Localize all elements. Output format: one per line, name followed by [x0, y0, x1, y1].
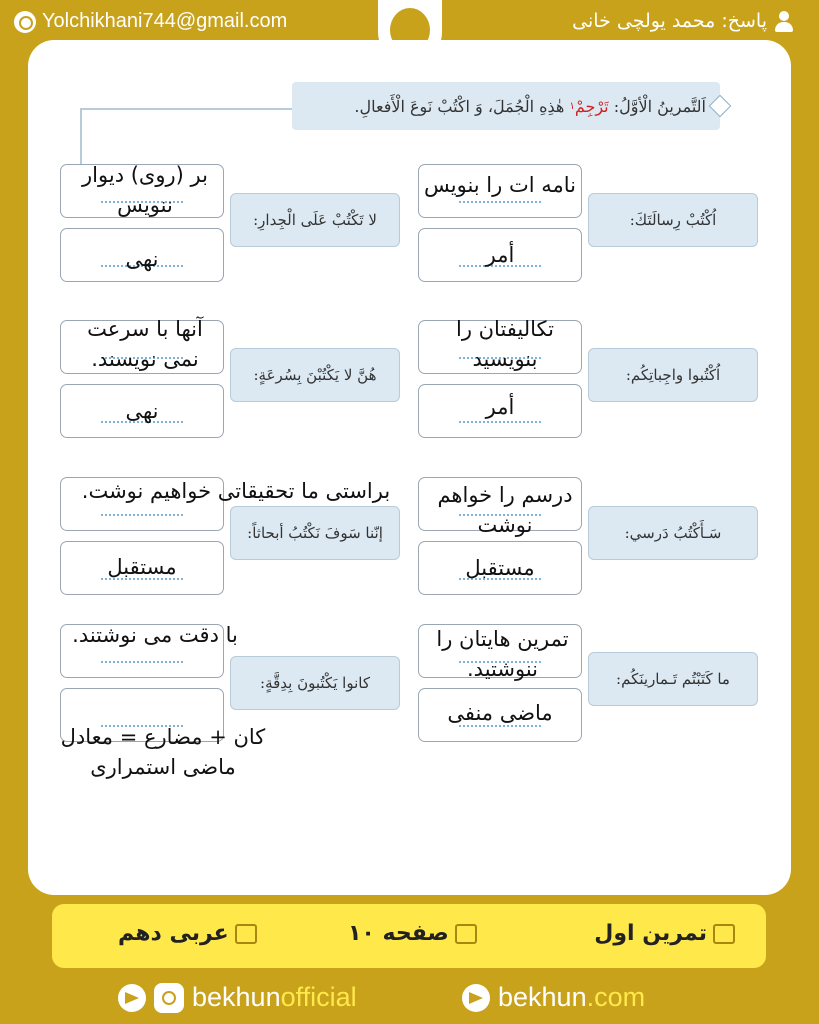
graduation-cap-icon — [235, 924, 257, 944]
verb-type-answer: کان + مضارع = معادل ماضی استمراری — [60, 725, 266, 779]
translation-answer: آنها با سرعت نمی نویسند. — [87, 317, 203, 371]
arabic-sentence: سَـأَكْتُبُ دَرسي: — [588, 506, 758, 560]
translation-answer: با دقت می نوشتند. — [72, 623, 238, 647]
email-header — [14, 10, 287, 33]
globe-icon — [14, 11, 36, 33]
answer-author-text: پاسخ: محمد یولچی خانی — [572, 10, 767, 32]
title-footnote: ۱ — [569, 100, 575, 112]
arabic-sentence: إنّنا سَوفَ نَكْتُبُ أبحاثاً: — [230, 506, 400, 560]
instagram-handle-b: official — [280, 982, 357, 1012]
arabic-sentence: لا تَكْتُبْ عَلَى الْجِدارِ: — [230, 193, 400, 247]
verb-type-answer: مستقبل — [465, 556, 535, 580]
verb-type-answer: ماضی منفی — [447, 701, 553, 725]
instagram-handle[interactable] — [118, 982, 357, 1013]
translation-answer: تکالیفتان را بنویسید — [455, 317, 554, 371]
title-verb: تَرْجِمْ — [574, 96, 609, 116]
verb-type-answer: نهی — [125, 247, 159, 271]
website-link[interactable] — [462, 982, 645, 1013]
connector-line — [80, 108, 292, 110]
translation-answer: براستی ما تحقیقاتی خواهیم نوشت. — [81, 479, 391, 503]
email-text: Yolchikhani744@gmail.com — [42, 10, 288, 32]
book-open-icon — [455, 924, 477, 944]
website-a: bekhun — [498, 982, 587, 1012]
instagram-handle-a: bekhun — [192, 982, 281, 1012]
exercise-title — [292, 82, 720, 130]
verb-type-answer: أمر — [485, 243, 515, 267]
arabic-sentence: كانوا يَكْتُبونَ بِدِقَّةٍ: — [230, 656, 400, 710]
translation-answer: نامه ات را بنویس — [423, 173, 576, 197]
globe-icon — [462, 984, 490, 1012]
arabic-sentence: اُكْتُبْ رِسالَتَكَ: — [588, 193, 758, 247]
verb-type-answer: أمر — [485, 395, 515, 419]
verb-type-answer: نهی — [125, 399, 159, 423]
website-b: .com — [586, 982, 646, 1012]
student-icon — [713, 924, 735, 944]
footer-exercise-text: تمرین اول — [594, 921, 707, 946]
title-label: اَلتَّمرینُ الْأوَّلُ: — [613, 96, 706, 116]
arabic-sentence: اُكْتُبوا واجِباتِكُم: — [588, 348, 758, 402]
arabic-sentence: هُنَّ لا يَكْتُبْنَ بِسُرعَةٍ: — [230, 348, 400, 402]
arabic-sentence: ما كَتَبْتُم تَـمارينَكُم: — [588, 652, 758, 706]
telegram-icon[interactable] — [118, 984, 146, 1012]
footer-exercise — [594, 921, 735, 946]
footer-page — [348, 921, 477, 946]
translation-answer: بر (روی) دیوار ننویس — [82, 163, 208, 217]
translation-answer: درسم را خواهم نوشت — [437, 483, 573, 537]
footer-book-text: عربی دهم — [118, 921, 229, 946]
user-icon — [773, 10, 795, 32]
answer-author — [572, 10, 795, 32]
title-instruction: هٰذِهِ الْجُمَلَ، وَ اكْتُبْ نَوعَ الْأَفعالِ. — [354, 96, 565, 116]
footer-page-text: صفحه ۱۰ — [348, 921, 449, 946]
instagram-icon[interactable] — [154, 983, 184, 1013]
verb-type-answer: مستقبل — [107, 555, 177, 579]
footer-book — [118, 921, 257, 946]
translation-answer: تمرین هایتان را ننوشتید. — [436, 627, 569, 681]
